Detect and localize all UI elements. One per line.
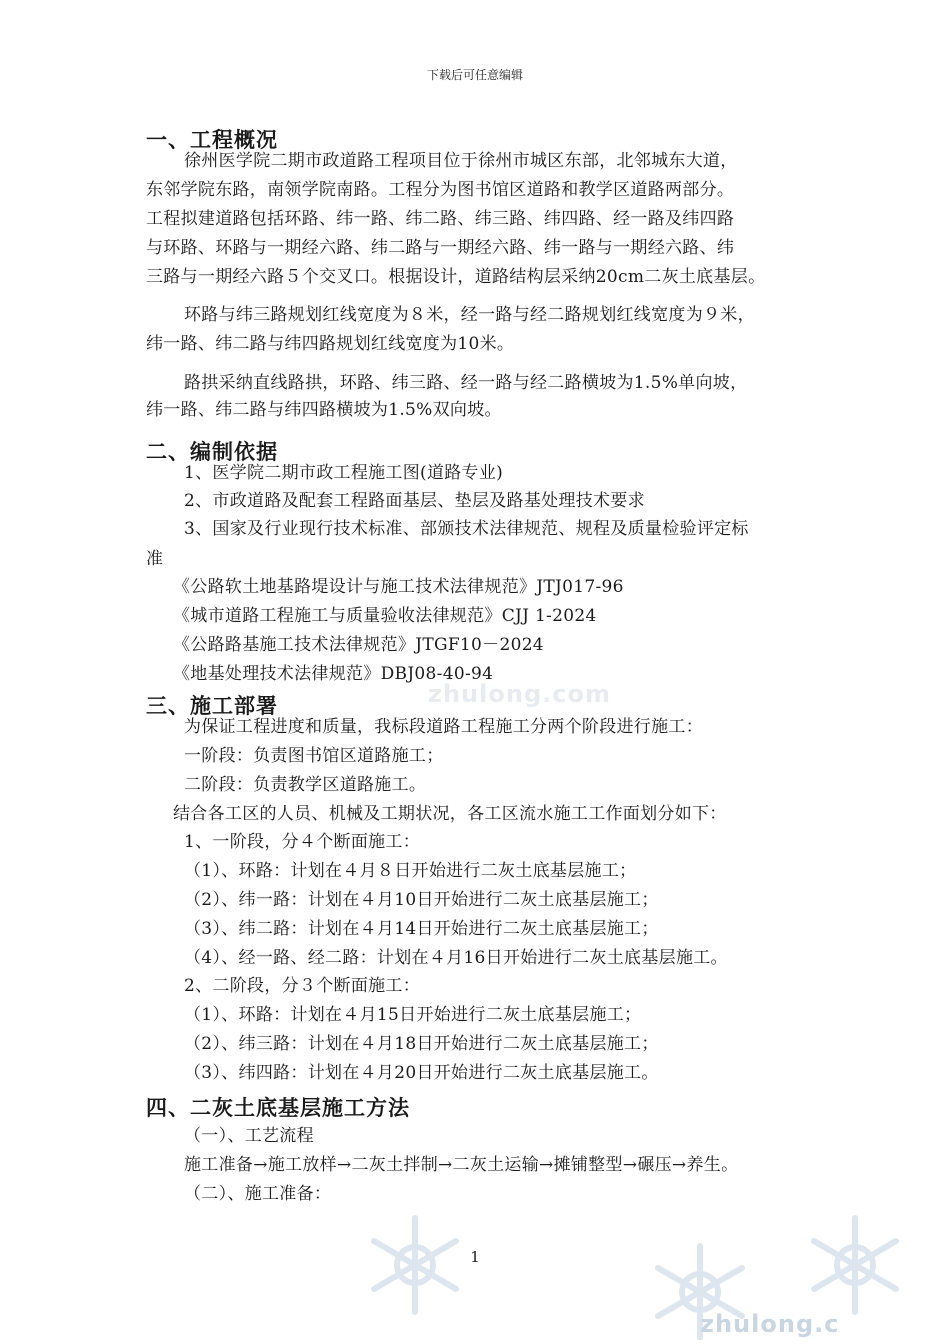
- standard-reference: 《公路软土地基路堤设计与施工技术法律规范》JTJ017-96: [173, 577, 624, 597]
- watermark-bottom: zhulong.c: [700, 1310, 840, 1338]
- subsection-title: （二）、施工准备：: [184, 1184, 332, 1204]
- paragraph-line: 工程拟建道路包括环路、纬一路、纬二路、纬三路、纬四路、经一路及纬四路: [146, 209, 735, 229]
- section-title-basis: 二、编制依据: [146, 440, 278, 464]
- page-number: 1: [470, 1248, 480, 1266]
- standard-reference: 《地基处理技术法律规范》DBJ08-40-94: [173, 664, 494, 684]
- standard-reference: 《城市道路工程施工与质量验收法律规范》CJJ 1-2024: [173, 606, 597, 626]
- list-item: （2）、纬一路：计划在４月10日开始进行二灰土底基层施工；: [184, 890, 659, 910]
- paragraph-line: 三路与一期经六路５个交叉口。根据设计，道路结构层采纳20cm二灰土底基层。: [146, 267, 766, 287]
- list-item: （2）、纬三路：计划在４月18日开始进行二灰土底基层施工；: [184, 1034, 659, 1054]
- paragraph-line: 为保证工程进度和质量，我标段道路工程施工分两个阶段进行施工：: [184, 717, 703, 737]
- paragraph-line: 与环路、环路与一期经六路、纬二路与一期经六路、纬一路与一期经六路、纬: [146, 238, 735, 258]
- paragraph-line: 环路与纬三路规划红线宽度为８米，经一路与经二路规划红线宽度为９米，: [184, 305, 755, 325]
- standard-reference: 《公路路基施工技术法律规范》JTGF10－2024: [173, 635, 544, 655]
- list-item: 1、医学院二期市政工程施工图(道路专业): [184, 463, 504, 483]
- paragraph-line: 东邻学院东路，南领学院南路。工程分为图书馆区道路和教学区道路两部分。: [146, 180, 735, 200]
- paragraph-line: 路拱采纳直线路拱，环路、纬三路、经一路与经二路横坡为1.5%单向坡，: [184, 373, 748, 393]
- section-title-deployment: 三、施工部署: [146, 694, 278, 718]
- section-title-overview: 一、工程概况: [146, 128, 278, 152]
- list-item: 准: [146, 549, 164, 569]
- list-item: （4）、经一路、经二路：计划在４月16日开始进行二灰土底基层施工。: [184, 948, 728, 968]
- paragraph-line: 结合各工区的人员、机械及工期状况，各工区流水施工工作面划分如下：: [173, 804, 727, 824]
- list-item: 2、市政道路及配套工程路面基层、垫层及路基处理技术要求: [184, 491, 645, 511]
- list-item: 3、国家及行业现行技术标准、部颁技术法律规范、规程及质量检验评定标: [184, 519, 749, 539]
- paragraph-line: 二阶段：负责教学区道路施工。: [184, 775, 427, 795]
- watermark: zhulong.com: [428, 680, 611, 708]
- list-item: 2、二阶段，分３个断面施工：: [184, 976, 421, 996]
- list-item: （1）、环路：计划在４月８日开始进行二灰土底基层施工；: [184, 861, 637, 881]
- paragraph-line: 纬一路、纬二路与纬四路横坡为1.5%双向坡。: [146, 400, 502, 420]
- list-item: （3）、纬二路：计划在４月14日开始进行二灰土底基层施工；: [184, 919, 659, 939]
- paragraph-line: 徐州医学院二期市政道路工程项目位于徐州市城区东部，北邻城东大道，: [184, 151, 738, 171]
- paragraph-line: 一阶段：负责图书馆区道路施工；: [184, 746, 444, 766]
- paragraph-line: 施工准备→施工放样→二灰土拌制→二灰土运输→摊铺整型→碾压→养生。: [184, 1155, 739, 1175]
- paragraph-line: 纬一路、纬二路与纬四路规划红线宽度为10米。: [146, 334, 515, 354]
- list-item: 1、一阶段，分４个断面施工：: [184, 832, 421, 852]
- section-title-method: 四、二灰土底基层施工方法: [146, 1096, 410, 1120]
- page-header: 下载后可任意编辑: [426, 68, 523, 82]
- subsection-title: （一）、工艺流程: [184, 1126, 314, 1146]
- list-item: （1）、环路：计划在４月15日开始进行二灰土底基层施工；: [184, 1005, 642, 1025]
- list-item: （3）、纬四路：计划在４月20日开始进行二灰土底基层施工。: [184, 1063, 659, 1083]
